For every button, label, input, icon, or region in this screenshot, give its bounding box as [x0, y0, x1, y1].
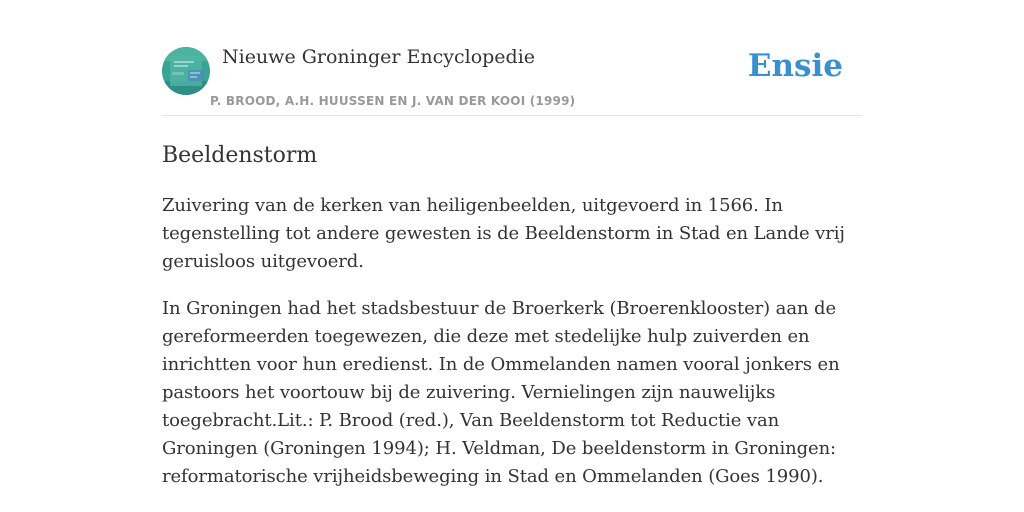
book-title[interactable]: Nieuwe Groninger Encyclopedie: [222, 46, 536, 68]
entry-paragraph: Zuivering van de kerken van heiligenbeelden, uitgevoerd in 1566. In tegenstelling tot andere gewesten is de Beeldenstorm in Stad en Lande vrij geruisloos uitgevoerd.: [162, 195, 845, 272]
book-authors: P. BROOD, A.H. HUUSSEN EN J. VAN DER KOOI (1999): [210, 94, 576, 108]
entry-card: [162, 44, 862, 491]
ensie-logo[interactable]: Ensie: [747, 48, 843, 84]
header: [162, 44, 862, 116]
entry-body: [162, 192, 862, 491]
entry-title: Beeldenstorm: [162, 143, 318, 168]
entry-paragraph: In Groningen had het stadsbestuur de Broerkerk (Broerenklooster) aan de gereformeerden toegewezen, die deze met stedelijke hulp zuiverden en inrichtten voor hun eredienst. In de Ommelanden namen vooral jonkers en pastoors het voortouw bij de zuivering. Vernielingen zijn nauwelijks toegebracht.Lit.: P. Brood (red.), Van Beeldenstorm tot Reductie van Groningen (Groningen 1994); H. Veldman, De beeldenstorm in Groningen: reformatorische vrijheidsbeweging in Stad en Ommelanden (Goes 1990).: [162, 298, 840, 487]
book-cover-icon[interactable]: [162, 47, 210, 95]
